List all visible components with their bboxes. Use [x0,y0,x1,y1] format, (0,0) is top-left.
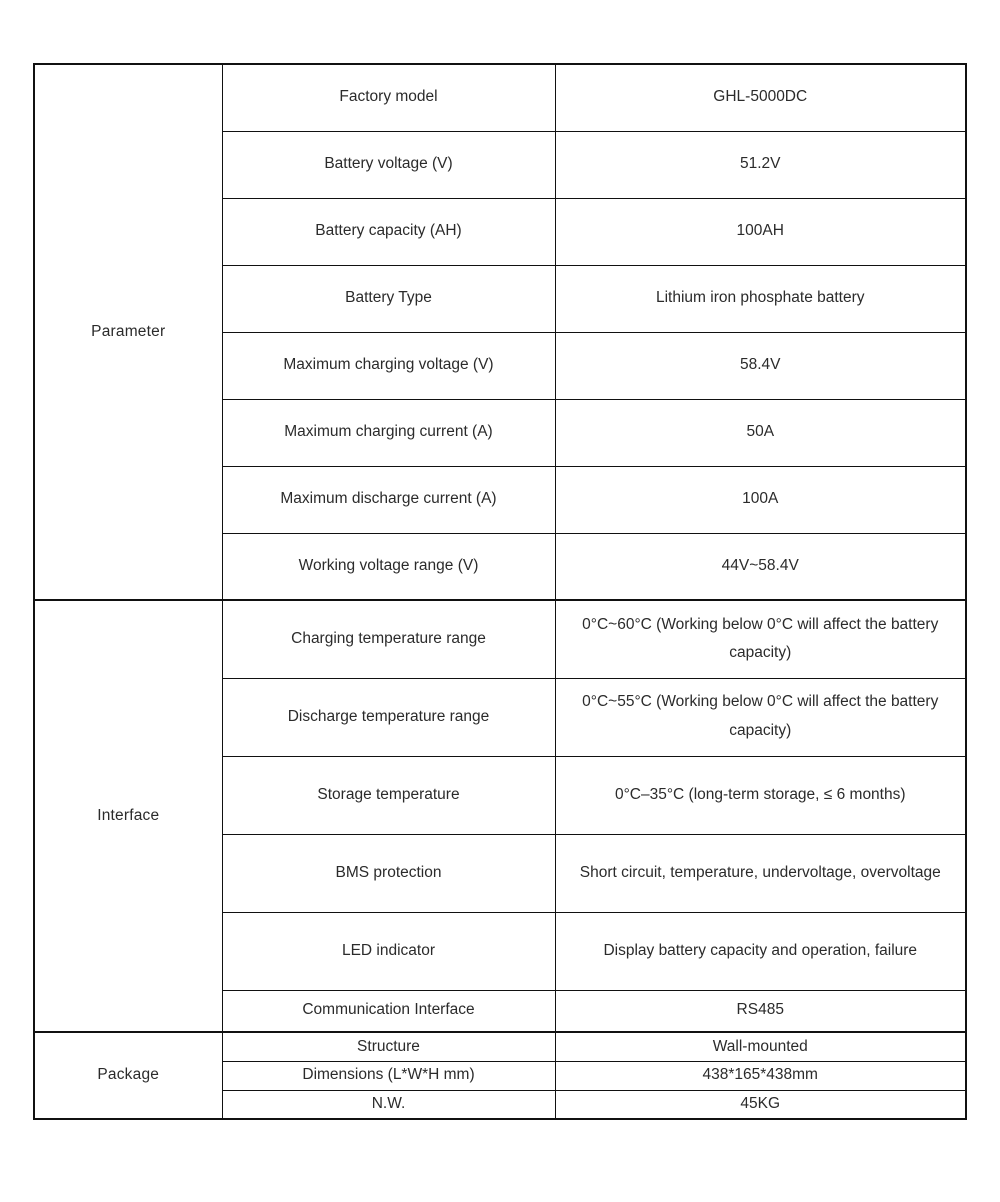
property-cell: Maximum charging current (A) [222,399,555,466]
value-cell: Lithium iron phosphate battery [555,265,966,332]
value-cell: 45KG [555,1090,966,1119]
property-cell: Communication Interface [222,990,555,1032]
section-label-package: Package [34,1032,222,1119]
specification-table [33,63,967,1120]
value-cell: Short circuit, temperature, undervoltage, overvoltage [555,834,966,912]
property-cell: Discharge temperature range [222,678,555,756]
value-cell: 44V~58.4V [555,533,966,600]
value-cell: 100A [555,466,966,533]
value-cell: Display battery capacity and operation, failure [555,912,966,990]
property-cell: Battery voltage (V) [222,131,555,198]
value-cell: 50A [555,399,966,466]
property-cell: Maximum charging voltage (V) [222,332,555,399]
property-cell: Battery capacity (AH) [222,198,555,265]
value-cell: Wall-mounted [555,1032,966,1061]
property-cell: N.W. [222,1090,555,1119]
value-cell: 0°C~55°C (Working below 0°C will affect the battery capacity) [555,678,966,756]
property-cell: Maximum discharge current (A) [222,466,555,533]
property-cell: LED indicator [222,912,555,990]
property-cell: Battery Type [222,265,555,332]
property-cell: Dimensions (L*W*H mm) [222,1061,555,1090]
value-cell: 0°C–35°C (long-term storage, ≤ 6 months) [555,756,966,834]
property-cell: Structure [222,1032,555,1061]
value-cell: GHL-5000DC [555,64,966,131]
property-cell: Factory model [222,64,555,131]
value-cell: 438*165*438mm [555,1061,966,1090]
property-cell: Charging temperature range [222,600,555,678]
property-cell: BMS protection [222,834,555,912]
table-row [34,64,966,131]
value-cell: 58.4V [555,332,966,399]
value-cell: RS485 [555,990,966,1032]
value-cell: 100AH [555,198,966,265]
table-row [34,600,966,678]
section-label-interface: Interface [34,600,222,1032]
section-label-parameter: Parameter [34,64,222,600]
property-cell: Working voltage range (V) [222,533,555,600]
value-cell: 0°C~60°C (Working below 0°C will affect the battery capacity) [555,600,966,678]
property-cell: Storage temperature [222,756,555,834]
table-row [34,1032,966,1061]
value-cell: 51.2V [555,131,966,198]
